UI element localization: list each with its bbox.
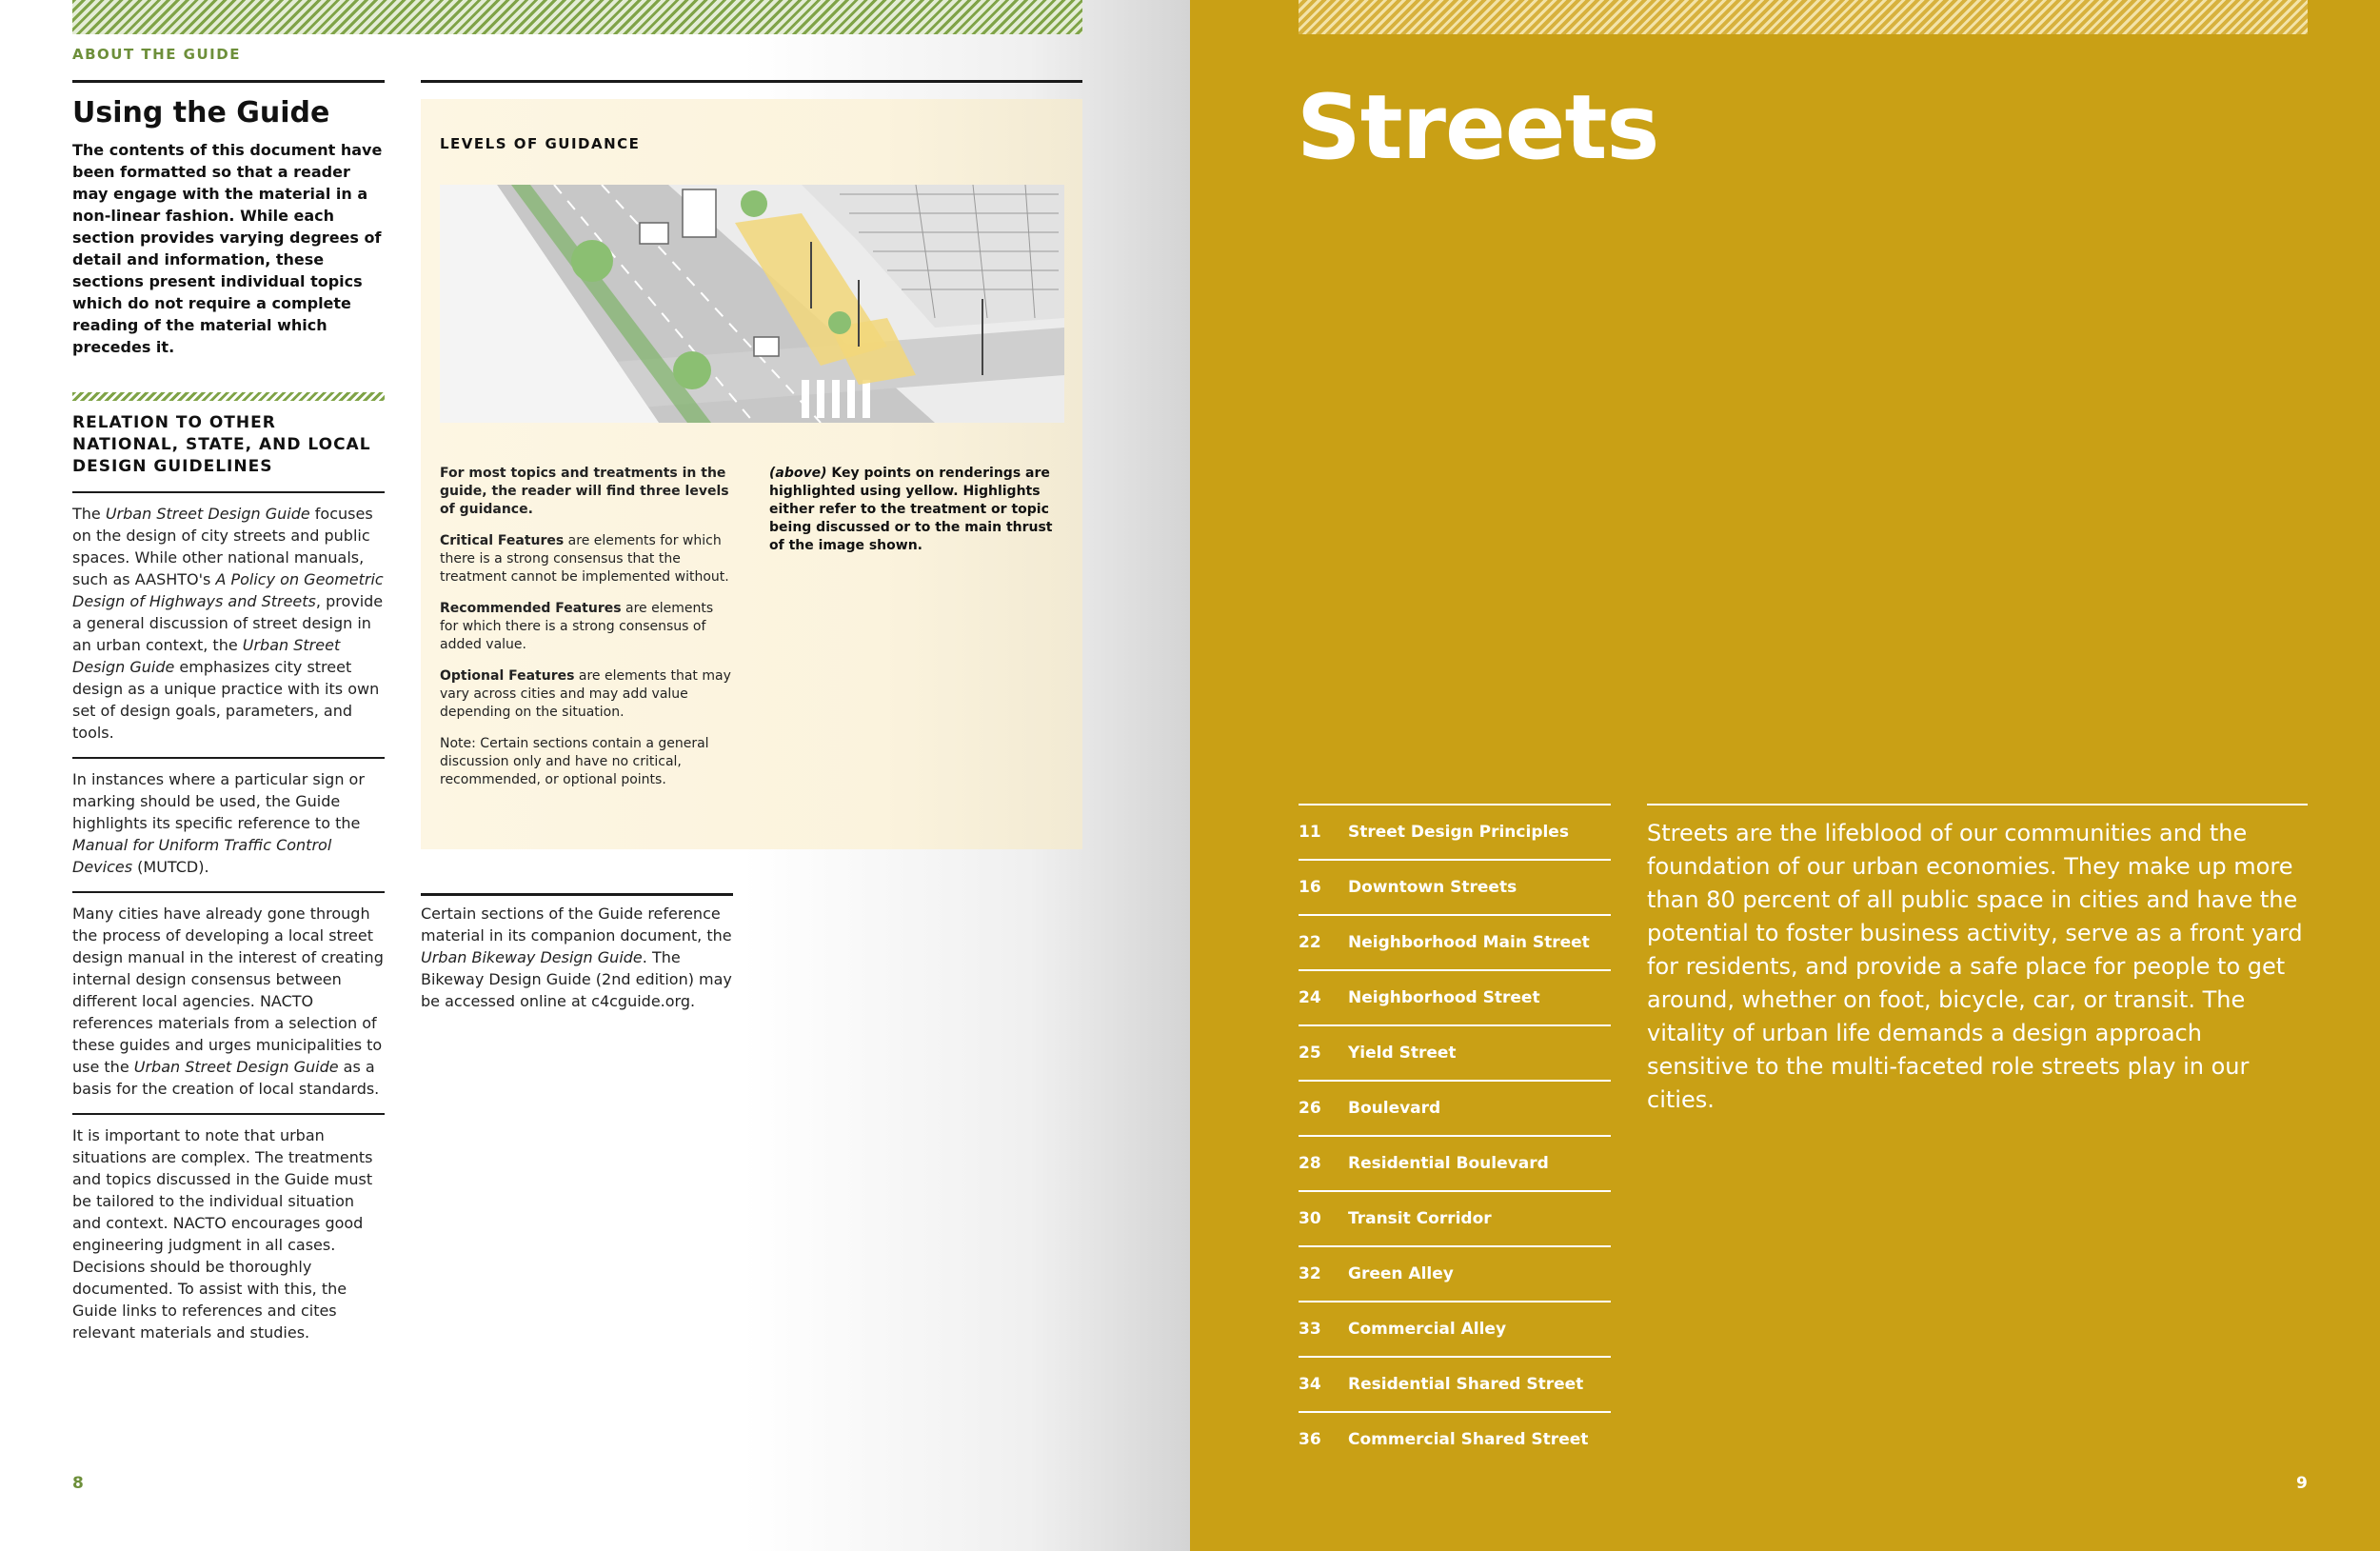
optional-features-item: Optional Features are elements that may vary across cities and may add value depending on the situation. — [440, 668, 731, 720]
guidance-note: Note: Certain sections contain a general discussion only and have no critical, recommended, or optional points. — [440, 736, 709, 787]
street-rendering-illustration — [440, 185, 1064, 423]
toc-item[interactable]: 36 Commercial Shared Street — [1299, 1411, 1611, 1466]
illustration-caption: (above) Key points on renderings are highlighted using yellow. Highlights either refer to the treatment or topic being discussed or to the main thrust of the image shown. — [769, 466, 1053, 553]
divider — [72, 80, 385, 83]
section-hatch-divider — [72, 392, 385, 401]
toc-item[interactable]: 33 Commercial Alley — [1299, 1301, 1611, 1356]
paragraph-mutcd: In instances where a particular sign or marking should be used, the Guide highlights its specific reference to the Manual for Uniform Traffic Control Devices (MUTCD). — [72, 770, 365, 876]
toc-item[interactable]: 34 Residential Shared Street — [1299, 1356, 1611, 1411]
levels-of-guidance-box — [421, 99, 1082, 849]
toc-item[interactable]: 24 Neighborhood Street — [1299, 969, 1611, 1024]
intro-text: The contents of this document have been formatted so that a reader may engage with the material in a non-linear fashion. While each section provides varying degrees of detail and information, these sections present individual topics which do not require a complete reading of the material which precedes it. — [72, 141, 383, 356]
toc-item[interactable]: 28 Residential Boulevard — [1299, 1135, 1611, 1190]
toc-item[interactable]: 25 Yield Street — [1299, 1024, 1611, 1080]
toc-item[interactable]: 11 Street Design Principles — [1299, 804, 1611, 859]
toc-item[interactable]: 16 Downtown Streets — [1299, 859, 1611, 914]
paragraph-complexity: It is important to note that urban situations are complex. The treatments and topics discussed in the Guide must be tailored to the individual situation and context. NACTO encourages good engineering judgment in all cases. Decisions should be thoroughly documented. To assist with this, the Guide links to references and cites relevant materials and studies. — [72, 1126, 373, 1342]
guidance-lead: For most topics and treatments in the guide, the reader will find three levels of guidance. — [440, 466, 729, 517]
page-number-right: 9 — [2296, 1474, 2308, 1493]
box-label: LEVELS OF GUIDANCE — [440, 135, 641, 152]
streets-intro-text: Streets are the lifeblood of our communities and the foundation of our urban economies. They make up more than 80 percent of all public space in cities and have the potential to foster business activity, serve as a front yard for residents, and provide a safe place for people to get around, whether on foot, bicycle, car, or transit. The vitality of urban life demands a design approach sensitive to the multi-faceted role streets play in our cities. — [1647, 820, 2303, 1113]
page-number-left: 8 — [72, 1474, 84, 1493]
divider — [421, 893, 733, 896]
critical-features-item: Critical Features are elements for which there is a strong consensus that the treatment cannot be implemented without. — [440, 533, 729, 585]
paragraph-local-manuals: Many cities have already gone through the process of developing a local street design manual in the interest of creating internal design consensus between different local agencies. NACTO references materials from a selection of these guides and urges municipalities to use the Urban Street Design Guide as a basis for the creation of local standards. — [72, 905, 384, 1098]
yellow-hatch-band — [1299, 0, 2308, 34]
green-hatch-band — [72, 0, 1082, 34]
divider — [72, 891, 385, 893]
toc-item[interactable]: 30 Transit Corridor — [1299, 1190, 1611, 1245]
page-title: Using the Guide — [72, 96, 330, 129]
divider — [1647, 804, 2308, 805]
guidance-levels-text — [440, 465, 735, 803]
table-of-contents — [1299, 804, 1611, 1466]
recommended-features-item: Recommended Features are elements for which there is a strong consensus of added value. — [440, 601, 714, 652]
toc-item[interactable]: 26 Boulevard — [1299, 1080, 1611, 1135]
toc-item[interactable]: 22 Neighborhood Main Street — [1299, 914, 1611, 969]
divider — [72, 757, 385, 759]
left-column — [72, 80, 385, 1355]
divider — [421, 80, 1082, 83]
divider — [72, 1113, 385, 1115]
relation-heading: RELATION TO OTHER NATIONAL, STATE, AND LOCAL DESIGN GUIDELINES — [72, 413, 371, 476]
section-label: ABOUT THE GUIDE — [72, 46, 241, 63]
streets-title: Streets — [1297, 76, 1659, 180]
toc-item[interactable]: 32 Green Alley — [1299, 1245, 1611, 1301]
divider — [72, 491, 385, 493]
companion-note: Certain sections of the Guide reference material in its companion document, the Urban Bikeway Design Guide. The Bikeway Design Guide (2nd edition) may be accessed online at c4cguide.org. — [421, 905, 732, 1010]
paragraph-urban-guide: The Urban Street Design Guide focuses on the design of city streets and public spaces. While other national manuals, such as AASHTO's A Policy on Geometric Design of Highways and Streets, provide a general discussion of street design in an urban context, the Urban Street Design Guide emphasizes city street design as a unique practice with its own set of design goals, parameters, and tools. — [72, 505, 384, 742]
